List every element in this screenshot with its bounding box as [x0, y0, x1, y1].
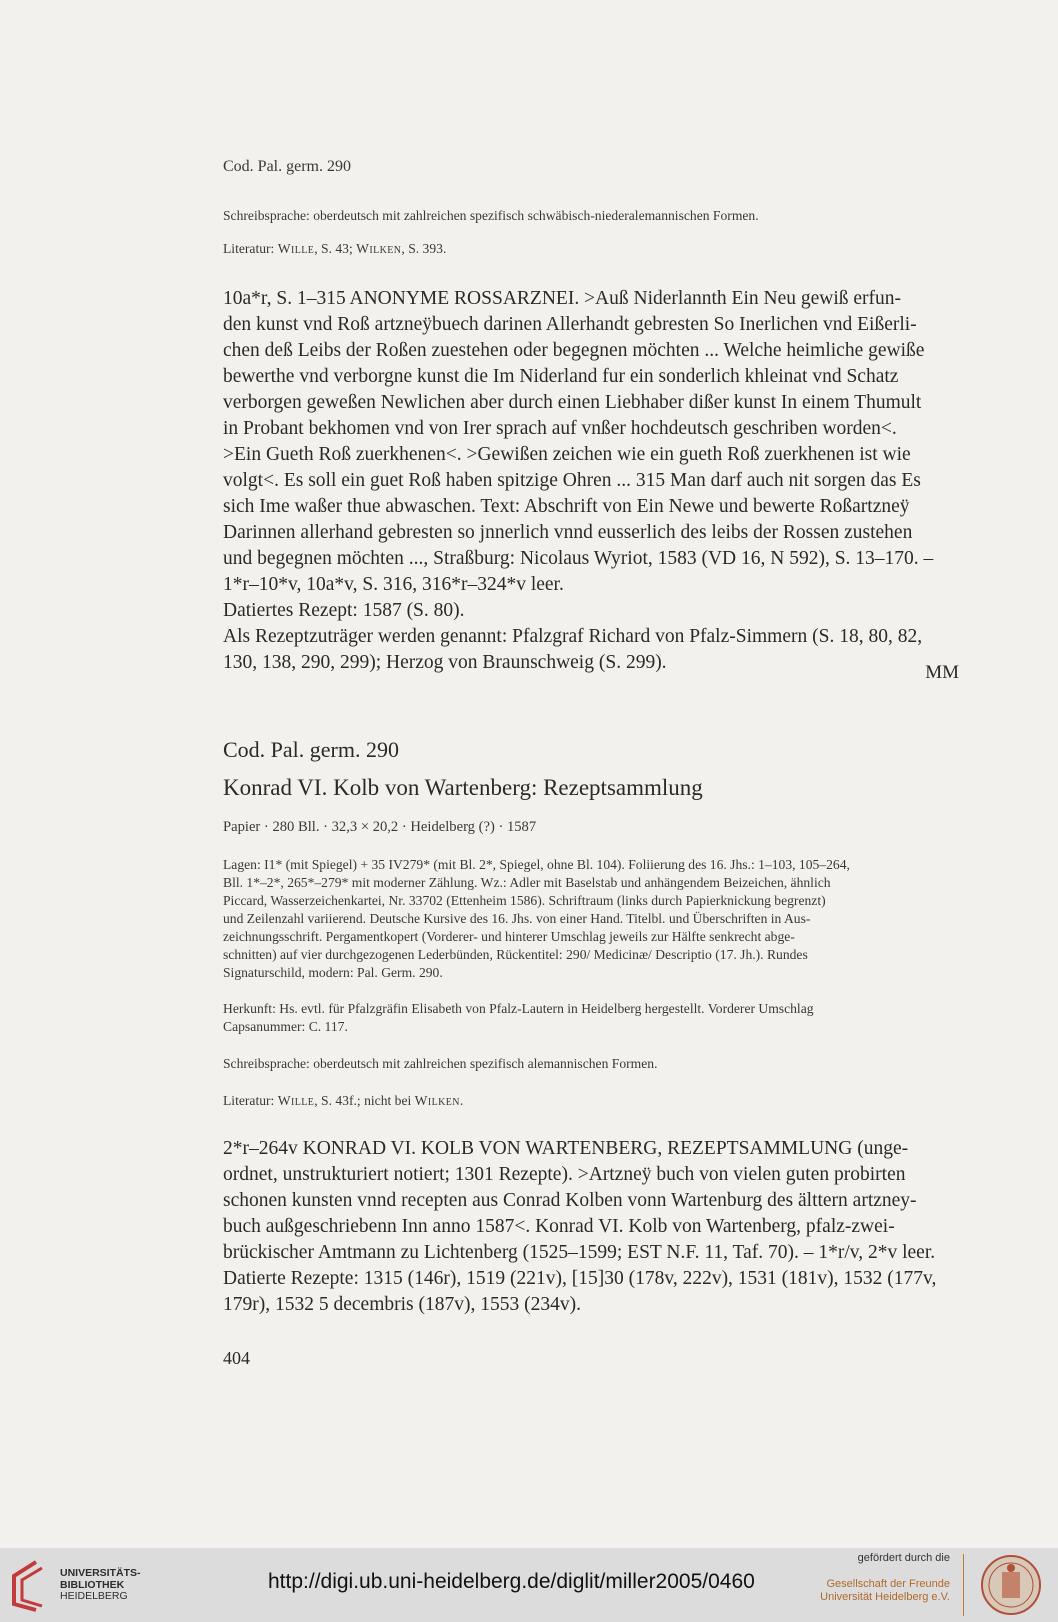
page-number: 404 — [223, 1348, 250, 1368]
lagen-line: und Zeilenzahl variierend. Deutsche Kursive des 16. Jhs. von einer Hand. Titelbl. und Überschriften in Aus- — [223, 911, 811, 926]
lagen-line: Signaturschild, modern: Pal. Germ. 290. — [223, 965, 443, 980]
entry2-line: schonen kunsten vnnd recepten aus Conrad Kolben vonn Wartenburg des älttern artzney- — [223, 1190, 917, 1211]
entry1-line: 1*r–10*v, 10a*v, S. 316, 316*r–324*v leer. — [223, 574, 564, 595]
library-logo-icon — [6, 1558, 50, 1614]
entry1-line: den kunst vnd Roß artzneÿbuech darinen Allerhandt gebresten So Inerlichen vnd Eißerli- — [223, 314, 917, 335]
entry1-line: bewerthe vnd verborgne kunst die Im Niderland fur ein sonderlich khleinat vnd Schatz — [223, 366, 899, 387]
running-header: Cod. Pal. germ. 290 — [223, 158, 351, 175]
entry2-line: ordnet, unstrukturiert notiert; 1301 Rezepte). >Artzneÿ buch von vielen guten probirten — [223, 1164, 906, 1185]
university-seal-icon — [980, 1554, 1042, 1616]
funding-note: gefördert durch die Gesellschaft der Freunde Universität Heidelberg e.V. — [820, 1552, 950, 1603]
schreibsprache: Schreibsprache: oberdeutsch mit zahlreichen spezifisch alemannischen Formen. — [223, 1056, 658, 1071]
codex-title: Cod. Pal. germ. 290 — [223, 737, 399, 762]
entry2-line: Datierte Rezepte: 1315 (146r), 1519 (221v), [15]30 (178v, 222v), 1531 (181v), 1532 (177v, — [223, 1268, 937, 1289]
author-signature: MM — [925, 662, 959, 683]
entry1-line: chen deß Leibs der Roßen zuestehen oder begegnen möchten ... Welche heimliche gewiße — [223, 340, 925, 361]
codex-meta: Papier · 280 Bll. · 32,3 × 20,2 · Heidelberg (?) · 1587 — [223, 819, 537, 835]
datiert-rezept: Datiertes Rezept: 1587 (S. 80). — [223, 600, 465, 621]
divider — [963, 1554, 964, 1616]
entry2-line: buch außgeschriebenn Inn anno 1587<. Konrad VI. Kolb von Wartenberg, pfalz-zwei- — [223, 1216, 895, 1237]
entry1-line: 10a*r, S. 1–315 ANONYME ROSSARZNEI. >Auß Niderlannth Ein Neu gewiß erfun- — [223, 288, 902, 309]
literatur: Literatur: Wille, S. 43f.; nicht bei Wilken. — [223, 1093, 464, 1108]
lagen-line: zeichnungsschrift. Pergamentkopert (Vorderer- und hinterer Umschlag jeweils zur Hälfte senkrecht abge- — [223, 929, 795, 944]
entry1-line: Darinnen allerhand gebresten so jnnerlich vnnd eusserlich des leibs der Rossen zustehen — [223, 522, 913, 543]
lagen-line: Piccard, Wasserzeichenkartei, Nr. 33702 (Ettenheim 1586). Schriftraum (links durch Papierknickung begrenzt) — [223, 893, 826, 908]
entry-title: Konrad VI. Kolb von Wartenberg: Rezeptsammlung — [223, 775, 703, 800]
entry1-line: in Probant bekhomen vnd von Irer sprach auf vnßer hochdeutsch geschriben worden<. — [223, 418, 897, 439]
entry1-line: verborgen geweßen Newlichen aber durch einen Liebhaber dißer kunst In einem Thumult — [223, 392, 922, 413]
lagen-line: schnitten) auf vier durchgezogenen Lederbünden, Rückentitel: 290/ Medicinæ/ Descriptio (17. Jh.). Rundes — [223, 947, 808, 962]
entry1-line: sich Ime waßer thue abwaschen. Text: Abschrift von Ein Newe und bewerte Roßartzneÿ — [223, 496, 910, 517]
entry1-line: >Ein Gueth Roß zuerkhenen<. >Gewißen zeichen wie ein gueth Roß zuerkhenen ist wie — [223, 444, 911, 465]
herkunft-line: Capsanummer: C. 117. — [223, 1019, 348, 1034]
entry2-line: brückischer Amtmann zu Lichtenberg (1525–1599; EST N.F. 11, Taf. 70). – 1*r/v, 2*v leer. — [223, 1242, 936, 1263]
entry2-line: 179r), 1532 5 decembris (187v), 1553 (234v). — [223, 1294, 581, 1315]
permalink-url[interactable]: http://digi.ub.uni-heidelberg.de/diglit/miller2005/0460 — [268, 1570, 755, 1593]
herkunft-line: Herkunft: Hs. evtl. für Pfalzgräfin Elisabeth von Pfalz-Lautern in Heidelberg hergestellt. Vorderer Umschlag — [223, 1001, 814, 1016]
entry2-line: 2*r–264v KONRAD VI. KOLB VON WARTENBERG, REZEPTSAMMLUNG (unge- — [223, 1138, 909, 1159]
zutraeger-line: 130, 138, 290, 299); Herzog von Braunschweig (S. 299). — [223, 652, 667, 673]
footer-bar — [0, 1548, 1058, 1622]
literatur-prev: Literatur: Wille, S. 43; Wilken, S. 393. — [223, 241, 447, 256]
schreibsprache-prev: Schreibsprache: oberdeutsch mit zahlreichen spezifisch schwäbisch-niederalemannischen Formen. — [223, 208, 759, 223]
entry1-line: und begegnen möchten ..., Straßburg: Nicolaus Wyriot, 1583 (VD 16, N 592), S. 13–170. – — [223, 548, 934, 569]
lagen-line: Lagen: I1* (mit Spiegel) + 35 IV279* (mit Bl. 2*, Spiegel, ohne Bl. 104). Foliierung des 16. Jhs.: 1–103, 105–264, — [223, 857, 850, 872]
lagen-line: Bll. 1*–2*, 265*–279* mit moderner Zählung. Wz.: Adler mit Baselstab und anhängendem Beizeichen, ähnlich — [223, 875, 831, 890]
zutraeger-line: Als Rezeptzuträger werden genannt: Pfalzgraf Richard von Pfalz-Simmern (S. 18, 80, 82, — [223, 626, 923, 647]
entry1-line: volgt<. Es soll ein guet Roß haben spitzige Ohren ... 315 Man darf auch nit sorgen das Es — [223, 470, 921, 491]
library-name: UNIVERSITÄTS- BIBLIOTHEK HEIDELBERG — [60, 1567, 141, 1602]
